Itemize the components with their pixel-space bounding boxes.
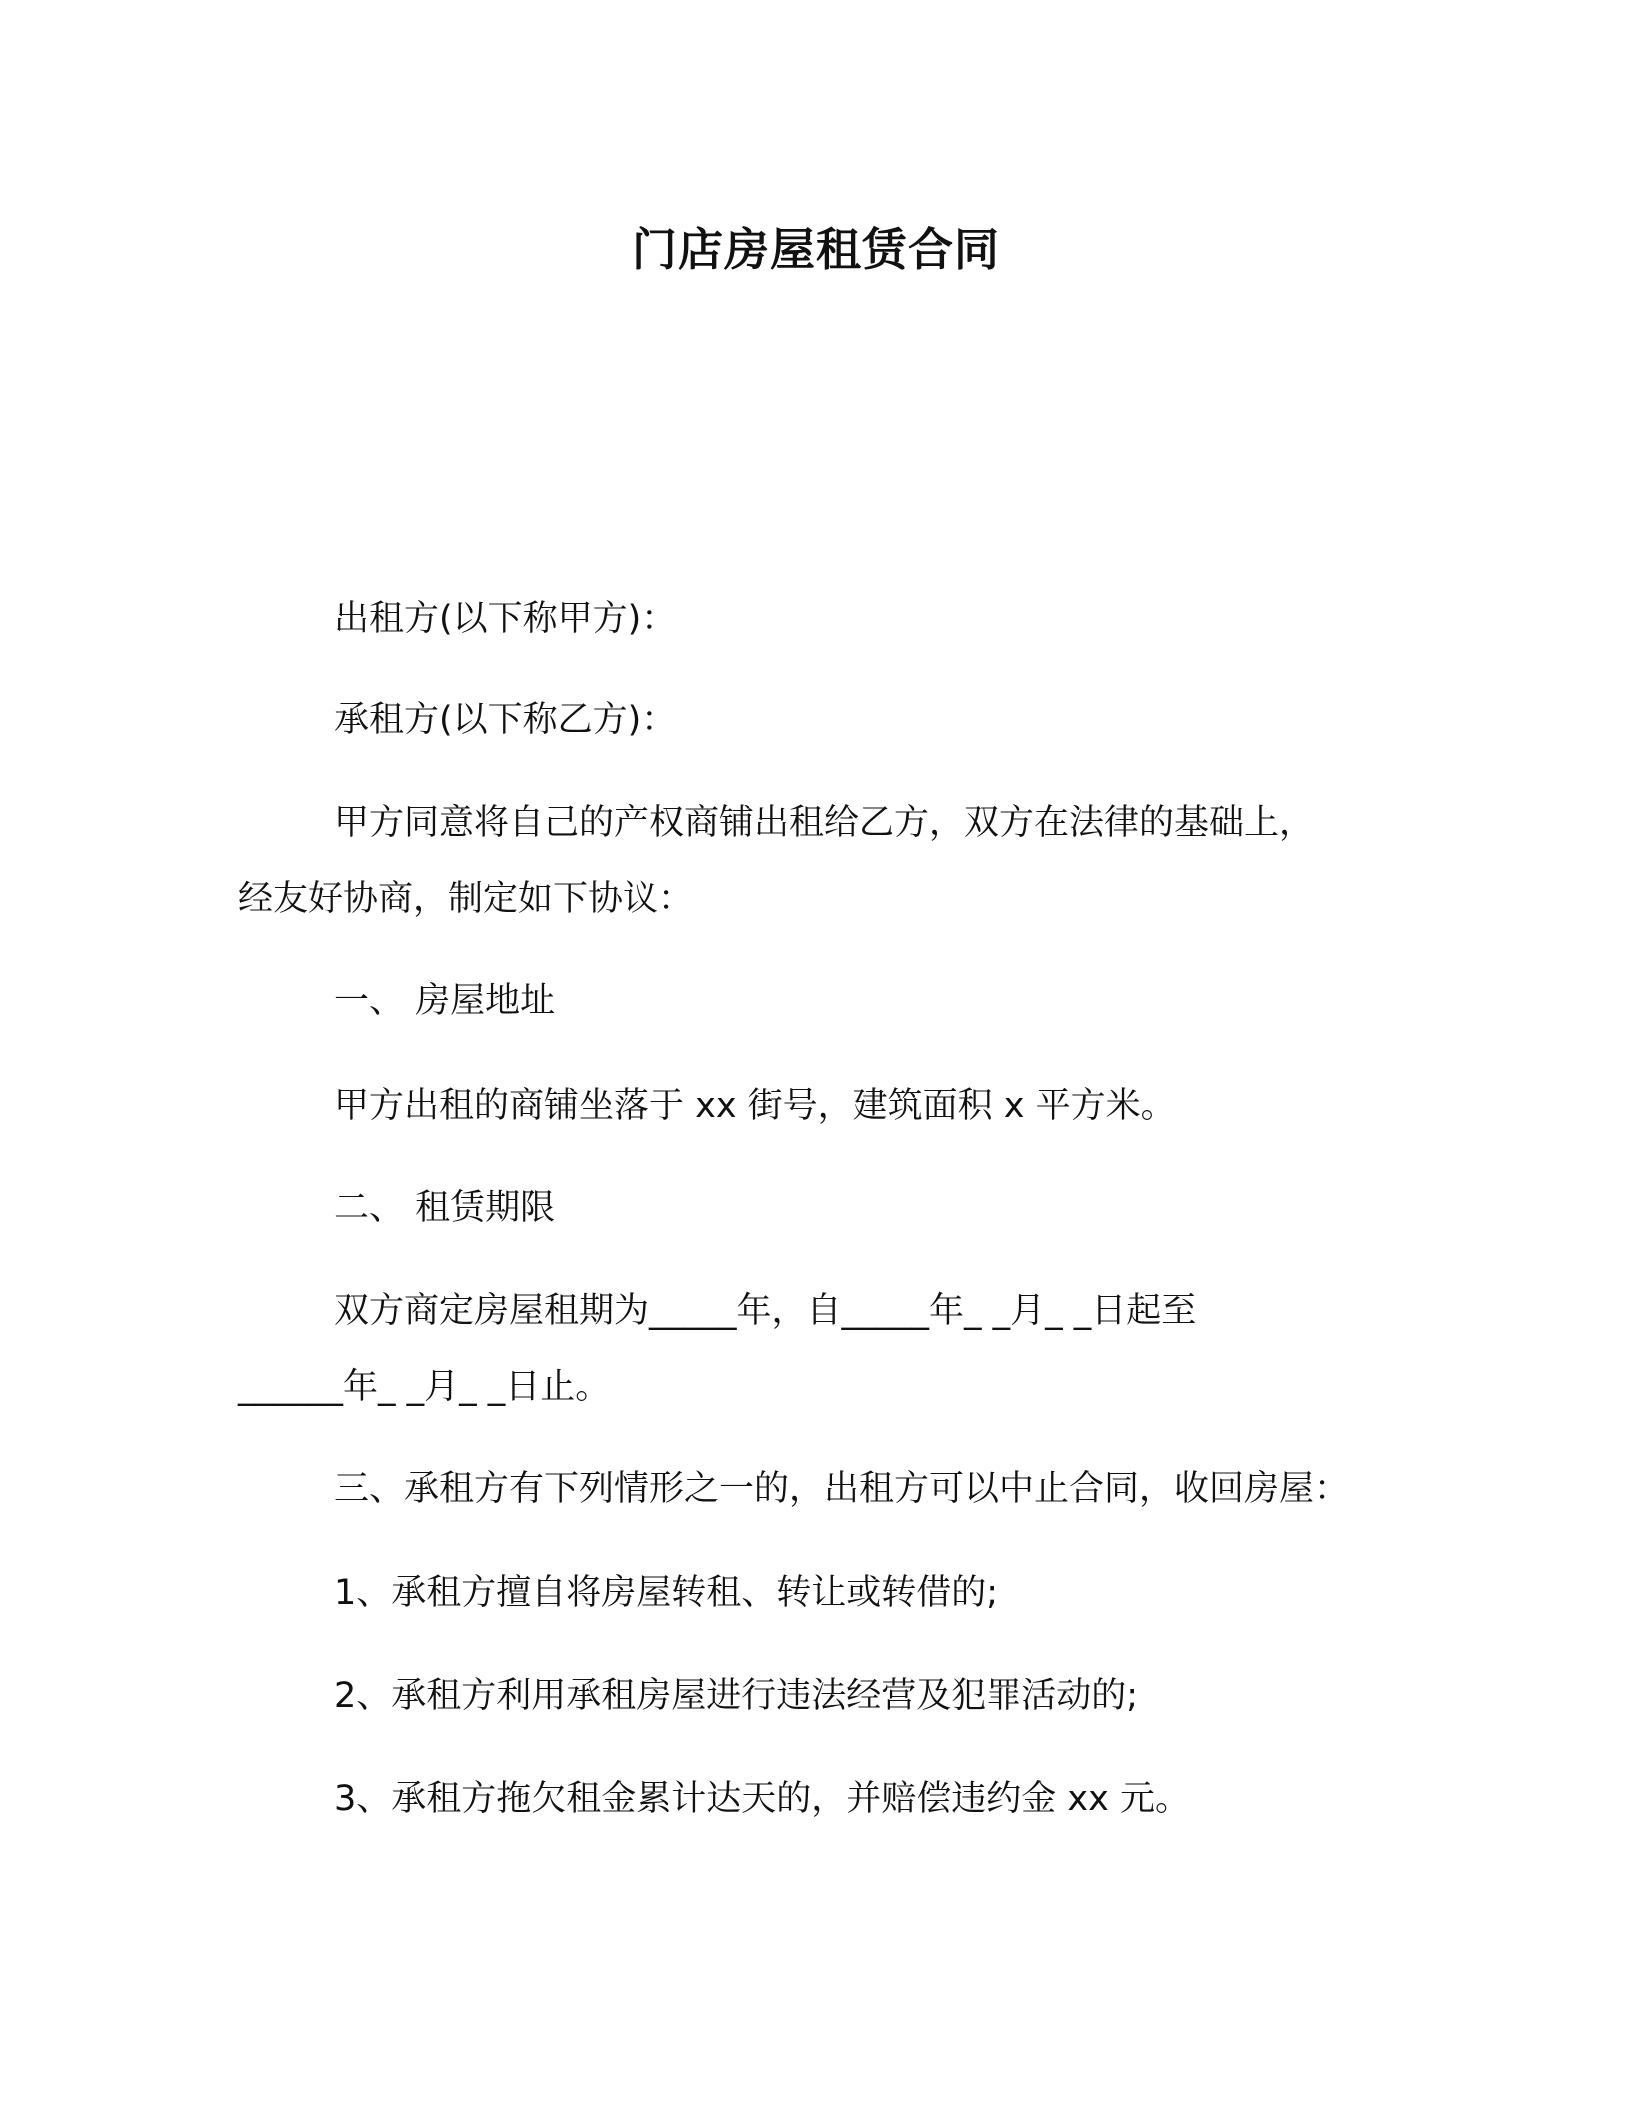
- section-2-heading: 二、 租赁期限: [334, 1188, 556, 1228]
- document-title: 门店房屋租赁合同: [631, 223, 1000, 276]
- section-1-body: 甲方出租的商铺坐落于 xx 街号，建筑面积 x 平方米。: [334, 1086, 1176, 1126]
- section-2-body-line-2: ______年_ _月_ _日止。: [238, 1367, 611, 1407]
- section-2-body-line-1: 双方商定房屋租期为_____年，自_____年_ _月_ _日起至: [334, 1291, 1197, 1331]
- section-3-item-3: 3、承租方拖欠租金累计达天的，并赔偿违约金 xx 元。: [334, 1779, 1190, 1819]
- lessee-line: 承租方(以下称乙方)：: [334, 700, 677, 740]
- section-3-item-2: 2、承租方利用承租房屋进行违法经营及犯罪活动的;: [334, 1676, 1139, 1716]
- section-3-item-1: 1、承租方擅自将房屋转租、转让或转借的;: [334, 1573, 999, 1613]
- lessor-line: 出租方(以下称甲方)：: [334, 599, 677, 639]
- section-3-heading: 三、承租方有下列情形之一的，出租方可以中止合同，收回房屋：: [334, 1469, 1350, 1509]
- intro-paragraph-line-1: 甲方同意将自己的产权商铺出租给乙方，双方在法律的基础上，: [334, 803, 1315, 843]
- intro-paragraph-line-2: 经友好协商，制定如下协议：: [238, 879, 694, 919]
- section-1-heading: 一、 房屋地址: [334, 981, 556, 1021]
